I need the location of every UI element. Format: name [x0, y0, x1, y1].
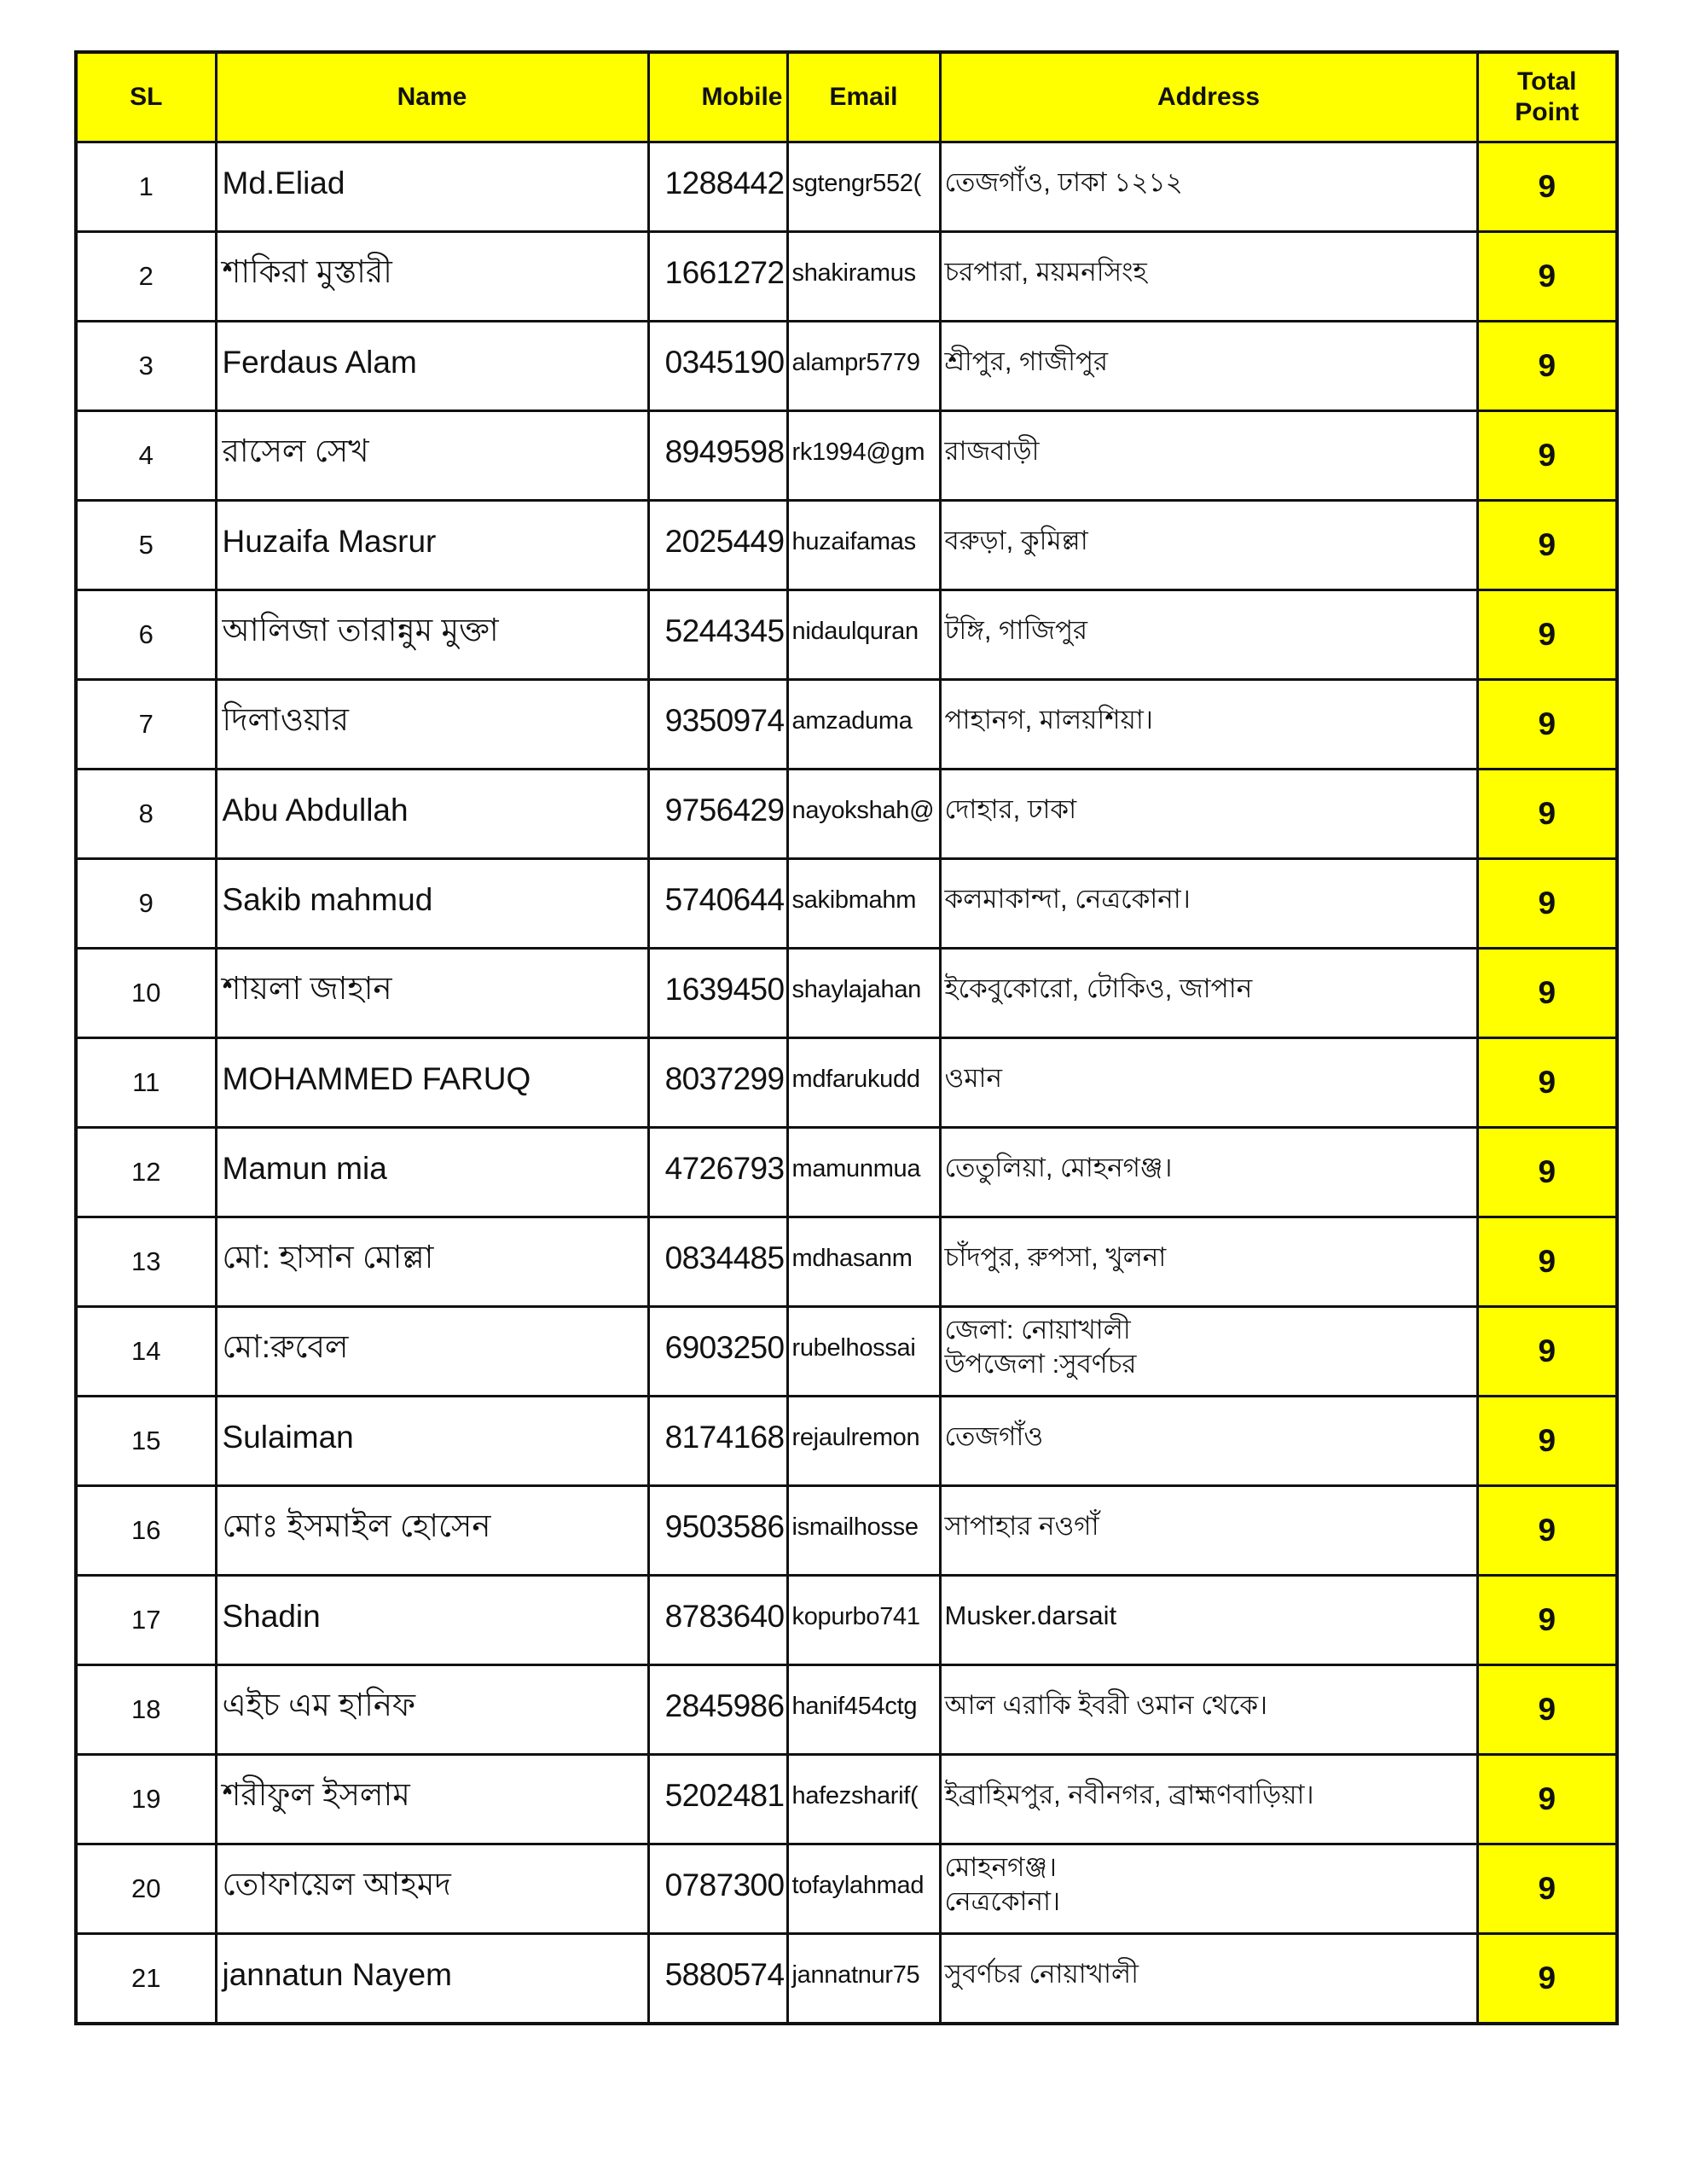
table-header [76, 52, 1617, 142]
header-sl: SL [76, 52, 216, 142]
address-text [942, 166, 1476, 208]
cell-name [216, 949, 648, 1038]
cell-total-point: 9 [1477, 590, 1617, 680]
cell-address [940, 1934, 1477, 2024]
cell-name [216, 1217, 648, 1307]
address-line: মোহনগঞ্জ। [944, 1852, 1057, 1882]
cell-email [787, 1755, 940, 1844]
mobile-text: 5202481 [664, 1778, 785, 1813]
email-text: tofaylahmad [791, 1871, 925, 1899]
name-text: Ferdaus Alam [222, 345, 417, 380]
cell-sl: 6 [76, 590, 216, 680]
address-text [942, 1061, 1476, 1104]
table-row [76, 949, 1617, 1038]
cell-sl: 18 [76, 1665, 216, 1755]
address-line: উপজেলা :সুবর্ণচর [944, 1349, 1137, 1379]
mobile-text: 1661272 [664, 255, 785, 290]
address-text [942, 1957, 1476, 2000]
name-text: Mamun mia [222, 1151, 387, 1186]
cell-email [787, 1665, 940, 1755]
cell-name [216, 1934, 648, 2024]
address-line: চাঁদপুর, রুপসা, খুলনা [944, 1242, 1167, 1272]
cell-mobile [648, 859, 787, 949]
mobile-text: 0787300 [664, 1867, 785, 1902]
email-text: hafezsharif( [791, 1781, 919, 1809]
cell-mobile [648, 949, 787, 1038]
address-line: দোহার, ঢাকা [944, 794, 1077, 824]
email-text: nidaulquran [791, 617, 919, 645]
email-text: mdhasanm [791, 1244, 913, 1272]
mobile-text: 4726793 [664, 1151, 785, 1186]
table-row [76, 232, 1617, 322]
cell-total-point: 9 [1477, 1576, 1617, 1665]
cell-email [787, 142, 940, 232]
cell-email [787, 501, 940, 590]
cell-total-point: 9 [1477, 1844, 1617, 1934]
cell-sl: 8 [76, 770, 216, 859]
address-line: সাপাহার নওগাঁ [944, 1511, 1099, 1541]
cell-email [787, 1486, 940, 1576]
address-text [942, 255, 1476, 298]
address-line: রাজবাড়ী [944, 436, 1040, 466]
cell-address [940, 1128, 1477, 1217]
name-text: Sakib mahmud [222, 882, 433, 917]
table-row [76, 1128, 1617, 1217]
cell-address [940, 680, 1477, 770]
participants-table [74, 50, 1619, 2025]
cell-total-point: 9 [1477, 411, 1617, 501]
cell-mobile [648, 1576, 787, 1665]
cell-sl: 19 [76, 1755, 216, 1844]
address-text [942, 1240, 1476, 1283]
mobile-text: 0834485 [664, 1240, 785, 1275]
cell-sl: 21 [76, 1934, 216, 2024]
header-name: Name [216, 52, 648, 142]
table-row [76, 1934, 1617, 2024]
address-line: নেত্রকোনা। [944, 1886, 1061, 1916]
cell-mobile [648, 322, 787, 411]
email-text: shaylajahan [791, 975, 921, 1003]
table-row [76, 1844, 1617, 1934]
cell-mobile [648, 1665, 787, 1755]
cell-sl: 20 [76, 1844, 216, 1934]
address-line: ইকেবুকোরো, টোকিও, জাপান [944, 973, 1253, 1003]
mobile-text: 5880574 [664, 1957, 785, 1992]
cell-sl: 7 [76, 680, 216, 770]
cell-sl: 9 [76, 859, 216, 949]
cell-address [940, 1755, 1477, 1844]
address-text [942, 972, 1476, 1014]
address-text [942, 1688, 1476, 1731]
table-row [76, 859, 1617, 949]
cell-mobile [648, 411, 787, 501]
cell-name [216, 142, 648, 232]
cell-total-point: 9 [1477, 1755, 1617, 1844]
address-line: বরুড়া, কুমিল্লা [944, 526, 1088, 555]
mobile-text: 2025449 [664, 524, 785, 559]
cell-total-point: 9 [1477, 1665, 1617, 1755]
email-text: nayokshah@ [791, 796, 935, 824]
name-text: Sulaiman [222, 1420, 354, 1455]
cell-email [787, 590, 940, 680]
cell-total-point: 9 [1477, 1038, 1617, 1128]
cell-name [216, 1397, 648, 1486]
address-line: টঙ্গি, গাজিপুর [944, 615, 1088, 645]
cell-total-point: 9 [1477, 859, 1617, 949]
address-line: তেতুলিয়া, মোহনগঞ্জ। [944, 1153, 1173, 1182]
cell-email [787, 770, 940, 859]
name-text: শায়লা জাহান [222, 970, 392, 1006]
cell-email [787, 1307, 940, 1397]
mobile-text: 8037299 [664, 1061, 785, 1096]
address-line: তেজগাঁও [944, 1421, 1044, 1451]
cell-sl: 16 [76, 1486, 216, 1576]
cell-name [216, 501, 648, 590]
cell-email [787, 232, 940, 322]
cell-total-point: 9 [1477, 680, 1617, 770]
cell-sl: 1 [76, 142, 216, 232]
mobile-text: 8174168 [664, 1420, 785, 1455]
cell-name [216, 1755, 648, 1844]
cell-total-point: 9 [1477, 1934, 1617, 2024]
mobile-text: 8783640 [664, 1599, 785, 1634]
cell-email [787, 1128, 940, 1217]
address-text [942, 1778, 1476, 1821]
cell-sl: 4 [76, 411, 216, 501]
name-text: jannatun Nayem [222, 1957, 452, 1992]
cell-name [216, 1128, 648, 1217]
address-line: ওমান [944, 1063, 1003, 1093]
address-text [942, 882, 1476, 925]
cell-address [940, 770, 1477, 859]
cell-sl: 10 [76, 949, 216, 1038]
cell-mobile [648, 1217, 787, 1307]
cell-email [787, 1934, 940, 2024]
name-text: আলিজা তারান্নুম মুক্তা [222, 612, 499, 648]
table-row [76, 1217, 1617, 1307]
address-text [942, 524, 1476, 566]
cell-sl: 13 [76, 1217, 216, 1307]
cell-address [940, 1665, 1477, 1755]
mobile-text: 0345190 [664, 345, 785, 380]
address-text [942, 345, 1476, 387]
name-text: MOHAMMED FARUQ [222, 1061, 531, 1096]
cell-mobile [648, 1755, 787, 1844]
cell-sl: 3 [76, 322, 216, 411]
cell-name [216, 1665, 648, 1755]
cell-total-point: 9 [1477, 1128, 1617, 1217]
table-row [76, 411, 1617, 501]
address-text [942, 613, 1476, 656]
table-row [76, 1038, 1617, 1128]
mobile-text: 2845986 [664, 1688, 785, 1723]
cell-total-point: 9 [1477, 232, 1617, 322]
address-line: তেজগাঁও, ঢাকা ১২১২ [944, 167, 1183, 197]
table-row [76, 1307, 1617, 1397]
address-text [942, 1509, 1476, 1552]
cell-name [216, 1576, 648, 1665]
name-text: Abu Abdullah [222, 793, 409, 828]
name-text: শরীফুল ইসলাম [222, 1776, 410, 1812]
table-row [76, 1755, 1617, 1844]
cell-address [940, 232, 1477, 322]
cell-mobile [648, 1934, 787, 2024]
cell-name [216, 859, 648, 949]
cell-email [787, 1038, 940, 1128]
header-total-line1: Total [1517, 67, 1577, 96]
mobile-text: 1288442 [664, 166, 785, 200]
name-text: মোঃ ইসমাইল হোসেন [222, 1507, 491, 1543]
cell-mobile [648, 232, 787, 322]
table-row [76, 770, 1617, 859]
email-text: mamunmua [791, 1154, 921, 1182]
name-text: মো:রুবেল [222, 1328, 349, 1364]
mobile-text: 5740644 [664, 882, 785, 917]
table-row [76, 1665, 1617, 1755]
cell-sl: 5 [76, 501, 216, 590]
cell-total-point: 9 [1477, 501, 1617, 590]
header-total-point [1477, 52, 1617, 142]
header-row [76, 52, 1617, 142]
cell-name [216, 232, 648, 322]
email-text: hanif454ctg [791, 1692, 918, 1720]
cell-sl: 12 [76, 1128, 216, 1217]
cell-address [940, 590, 1477, 680]
cell-email [787, 1217, 940, 1307]
address-text [942, 793, 1476, 835]
cell-email [787, 1397, 940, 1486]
mobile-text: 8949598 [664, 434, 785, 469]
cell-total-point: 9 [1477, 1397, 1617, 1486]
address-line: জেলা: নোয়াখালী [944, 1315, 1131, 1345]
cell-email [787, 949, 940, 1038]
cell-total-point: 9 [1477, 770, 1617, 859]
cell-email [787, 1844, 940, 1934]
mobile-text: 9756429 [664, 793, 785, 828]
name-text: Shadin [222, 1599, 321, 1634]
cell-name [216, 590, 648, 680]
cell-address [940, 501, 1477, 590]
cell-email [787, 1576, 940, 1665]
address-text [942, 1850, 1476, 1927]
email-text: jannatnur75 [791, 1960, 920, 1989]
cell-sl: 17 [76, 1576, 216, 1665]
header-address: Address [940, 52, 1477, 142]
cell-mobile [648, 1397, 787, 1486]
name-text: তোফায়েল আহমদ [222, 1866, 451, 1902]
address-line: শ্রীপুর, গাজীপুর [944, 346, 1109, 376]
cell-sl: 15 [76, 1397, 216, 1486]
cell-address [940, 1844, 1477, 1934]
cell-email [787, 859, 940, 949]
cell-name [216, 680, 648, 770]
cell-name [216, 411, 648, 501]
cell-mobile [648, 1307, 787, 1397]
cell-total-point: 9 [1477, 1486, 1617, 1576]
address-text [942, 434, 1476, 477]
table-row [76, 680, 1617, 770]
name-text: Md.Eliad [222, 166, 345, 200]
mobile-text: 9503586 [664, 1509, 785, 1544]
address-text [942, 1313, 1476, 1390]
table-body [76, 142, 1617, 2024]
email-text: sgtengr552( [791, 169, 921, 197]
address-line: চরপারা, ময়মনসিংহ [944, 257, 1147, 287]
cell-name [216, 770, 648, 859]
address-text [942, 1151, 1476, 1194]
email-text: kopurbo741 [791, 1602, 920, 1630]
email-text: ismailhosse [791, 1513, 919, 1541]
cell-name [216, 1844, 648, 1934]
cell-mobile [648, 1038, 787, 1128]
cell-mobile [648, 770, 787, 859]
email-text: huzaifamas [791, 527, 916, 555]
cell-name [216, 1038, 648, 1128]
cell-sl: 11 [76, 1038, 216, 1128]
cell-email [787, 680, 940, 770]
header-email: Email [787, 52, 940, 142]
name-text: দিলাওয়ার [222, 701, 349, 737]
table-row [76, 590, 1617, 680]
email-text: mdfarukudd [791, 1065, 920, 1093]
cell-address [940, 411, 1477, 501]
address-line: আল এরাকি ইবরী ওমান থেকে। [944, 1690, 1268, 1720]
email-text: rejaulremon [791, 1423, 920, 1451]
table-row [76, 501, 1617, 590]
address-line: Musker.darsait [944, 1600, 1117, 1630]
email-text: sakibmahm [791, 886, 917, 914]
email-text: rubelhossai [791, 1333, 916, 1362]
mobile-text: 6903250 [664, 1330, 785, 1365]
cell-address [940, 949, 1477, 1038]
name-text: এইচ এম হানিফ [222, 1687, 415, 1722]
table-row [76, 142, 1617, 232]
address-text [942, 1599, 1476, 1641]
name-text: রাসেল সেখ [222, 433, 369, 468]
address-text [942, 703, 1476, 746]
address-line: ইব্রাহিমপুর, নবীনগর, ব্রাহ্মণবাড়িয়া। [944, 1780, 1314, 1809]
table-row [76, 322, 1617, 411]
cell-total-point: 9 [1477, 1307, 1617, 1397]
cell-address [940, 142, 1477, 232]
email-text: shakiramus [791, 258, 916, 287]
table-row [76, 1576, 1617, 1665]
cell-address [940, 1038, 1477, 1128]
name-text: শাকিরা মুস্তারী [222, 253, 392, 289]
cell-mobile [648, 680, 787, 770]
address-line: সুবর্ণচর নোয়াখালী [944, 1959, 1139, 1989]
mobile-text: 5244345 [664, 613, 785, 648]
mobile-text: 9350974 [664, 703, 785, 738]
address-line: পাহানগ, মালয়শিয়া। [944, 705, 1153, 735]
address-line: কলমাকান্দা, নেত্রকোনা। [944, 884, 1191, 914]
cell-total-point: 9 [1477, 1217, 1617, 1307]
cell-total-point: 9 [1477, 949, 1617, 1038]
cell-address [940, 1397, 1477, 1486]
cell-sl: 14 [76, 1307, 216, 1397]
address-text [942, 1420, 1476, 1462]
cell-mobile [648, 1486, 787, 1576]
cell-mobile [648, 590, 787, 680]
cell-address [940, 1486, 1477, 1576]
name-text: মো: হাসান মোল্লা [222, 1239, 434, 1275]
cell-address [940, 859, 1477, 949]
cell-email [787, 411, 940, 501]
table-row [76, 1486, 1617, 1576]
header-mobile: Mobile [648, 52, 787, 142]
cell-total-point: 9 [1477, 142, 1617, 232]
name-text: Huzaifa Masrur [222, 524, 437, 559]
email-text: amzaduma [791, 706, 913, 735]
cell-address [940, 1307, 1477, 1397]
cell-total-point: 9 [1477, 322, 1617, 411]
cell-sl: 2 [76, 232, 216, 322]
cell-email [787, 322, 940, 411]
mobile-text: 1639450 [664, 972, 785, 1007]
cell-name [216, 322, 648, 411]
cell-name [216, 1486, 648, 1576]
cell-mobile [648, 142, 787, 232]
email-text: alampr5779 [791, 348, 920, 376]
cell-mobile [648, 1128, 787, 1217]
table-row [76, 1397, 1617, 1486]
cell-address [940, 1576, 1477, 1665]
cell-name [216, 1307, 648, 1397]
cell-address [940, 1217, 1477, 1307]
cell-address [940, 322, 1477, 411]
cell-mobile [648, 1844, 787, 1934]
cell-mobile [648, 501, 787, 590]
email-text: rk1994@gm [791, 438, 925, 466]
header-total-line2: Point [1515, 98, 1580, 126]
